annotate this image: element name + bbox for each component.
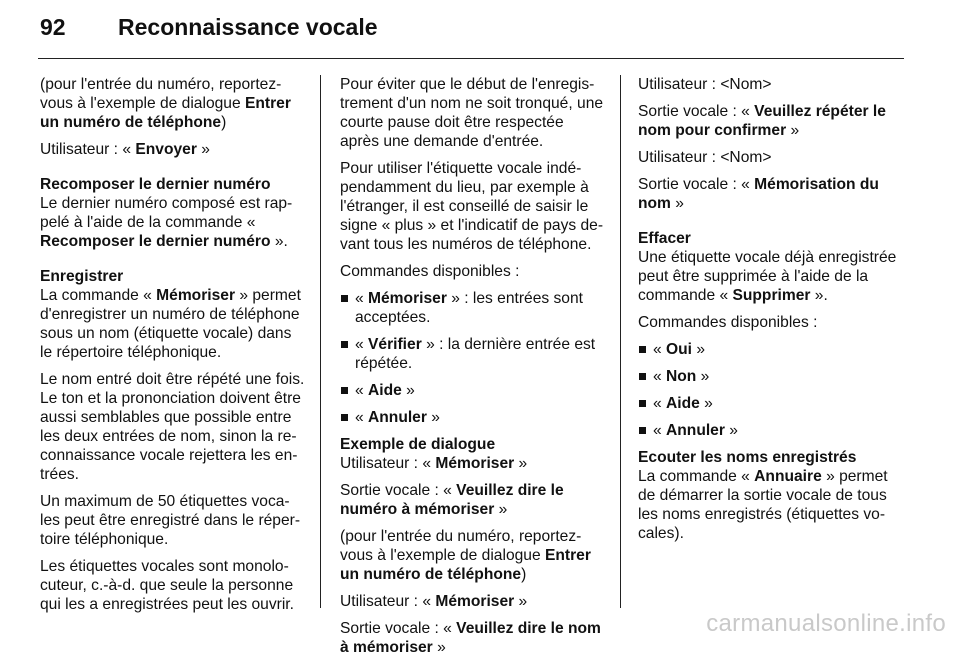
list-item: « Aide » xyxy=(638,394,904,413)
bullet-square-icon xyxy=(639,373,646,380)
page-title: Reconnaissance vocale xyxy=(118,14,378,40)
column-1 xyxy=(40,75,306,622)
paragraph: Sortie vocale : « Veuillez répéter le nom pour confirmer » xyxy=(638,103,886,139)
bullet-square-icon xyxy=(341,387,348,394)
paragraph: Sortie vocale : « Veuillez dire le nom à mémoriser » xyxy=(340,620,601,656)
bullet-square-icon xyxy=(341,414,348,421)
bullet-square-icon xyxy=(341,295,348,302)
header-rule xyxy=(38,58,904,59)
paragraph: Pour éviter que le début de l'enregis-trement d'un nom ne soit tronqué, une courte pause doit être respectée après une demande d'entrée. xyxy=(340,76,604,150)
column-2 xyxy=(340,75,606,665)
list-item: « Aide » xyxy=(340,381,606,400)
page-number: 92 xyxy=(40,14,66,40)
paragraph: Sortie vocale : « Veuillez dire le numéro à mémoriser » xyxy=(340,482,564,518)
column-3 xyxy=(638,75,904,551)
list-item: « Oui » xyxy=(638,340,904,359)
list-item: « Annuler » xyxy=(638,421,904,440)
page-header xyxy=(40,14,378,41)
bullet-square-icon xyxy=(639,346,646,353)
watermark: carmanualsonline.info xyxy=(706,610,946,637)
section-heading: Exemple de dialogue xyxy=(340,436,496,453)
paragraph: Utilisateur : « Envoyer » xyxy=(40,141,210,158)
paragraph: Utilisateur : « Mémoriser » xyxy=(340,593,528,610)
bullet-square-icon xyxy=(639,427,646,434)
section-recomposer: Recomposer le dernier numéro Le dernier numéro composé est rap-pelé à l'aide de la commande « Recomposer le dernier numéro ». xyxy=(40,175,306,251)
paragraph: Commandes disponibles : xyxy=(340,263,520,280)
section-enregistrer: Enregistrer La commande « Mémoriser » permet d'enregistrer un numéro de téléphone sous un nom (étiquette vocale) dans le répertoire téléphonique. xyxy=(40,267,306,362)
list-item: « Mémoriser » : les entrées sont acceptées. xyxy=(340,289,606,327)
list-item: « Non » xyxy=(638,367,904,386)
paragraph: (pour l'entrée du numéro, reportez-vous à l'exemple de dialogue Entrer un numéro de téléphone) xyxy=(340,528,591,583)
list-item: « Vérifier » : la dernière entrée est répétée. xyxy=(340,335,606,373)
paragraph: Un maximum de 50 étiquettes voca-les peut être enregistré dans le réper-toire téléphonique. xyxy=(40,493,301,548)
section-heading: Recomposer le dernier numéro xyxy=(40,176,271,193)
section-heading: Enregistrer xyxy=(40,268,124,285)
paragraph: Les étiquettes vocales sont monolo-cuteur, c.-à-d. que seule la personne qui les a enregistrées peut les ouvrir. xyxy=(40,558,294,613)
paragraph: Sortie vocale : « Mémorisation du nom » xyxy=(638,176,879,212)
column-divider-1 xyxy=(320,75,321,608)
column-divider-2 xyxy=(620,75,621,608)
paragraph: Utilisateur : <Nom> xyxy=(638,76,772,93)
bullet-square-icon xyxy=(639,400,646,407)
bullet-square-icon xyxy=(341,341,348,348)
paragraph: Le nom entré doit être répété une fois. Le ton et la prononciation doivent être aussi semblables que possible entre les deux entrées de nom, sinon la re-connaissance vocale rejettera les en-trées. xyxy=(40,371,305,483)
section-ecouter: Ecouter les noms enregistrés La commande « Annuaire » permet de démarrer la sortie vocale de tous les noms enregistrés (étiquettes vo-cales). xyxy=(638,448,904,543)
paragraph: Commandes disponibles : xyxy=(638,314,818,331)
section-effacer: Effacer Une étiquette vocale déjà enregistrée peut être supprimée à l'aide de la commande « Supprimer ». xyxy=(638,229,904,305)
list-item: « Annuler » xyxy=(340,408,606,427)
paragraph: (pour l'entrée du numéro, reportez-vous à l'exemple de dialogue Entrer un numéro de téléphone) xyxy=(40,76,291,131)
section-heading: Ecouter les noms enregistrés xyxy=(638,449,857,466)
section-heading: Effacer xyxy=(638,230,691,247)
paragraph: Pour utiliser l'étiquette vocale indé-pendamment du lieu, par exemple à l'étranger, il est conseillé de saisir le signe « plus » et l'indicatif de pays de-vant tous les numéros de téléphone. xyxy=(340,160,604,253)
section-exemple: Exemple de dialogue Utilisateur : « Mémoriser » xyxy=(340,435,606,473)
paragraph: Utilisateur : <Nom> xyxy=(638,149,772,166)
